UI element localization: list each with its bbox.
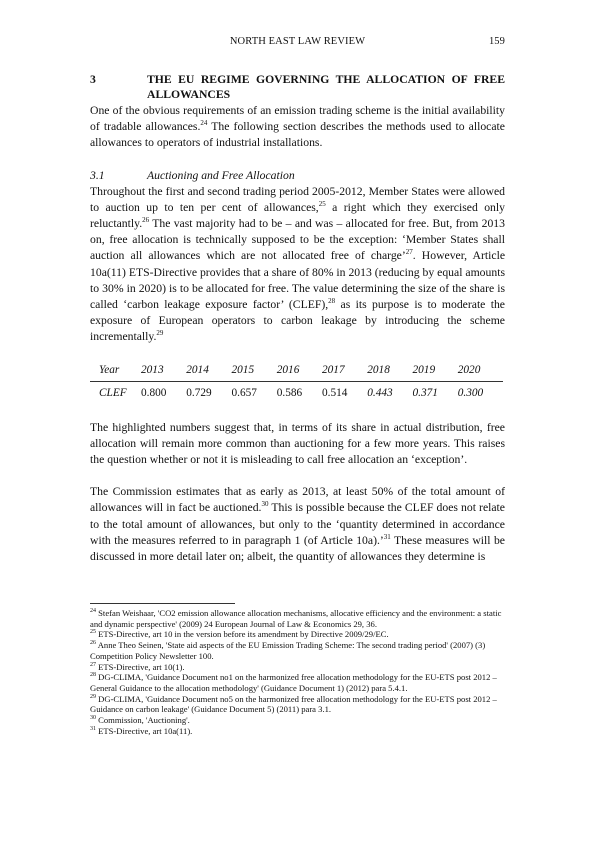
footnote-text: ETS-Directive, art 10a(11).: [98, 725, 193, 736]
footnote-text: Stefan Weishaar, 'CO2 emission allowance allocation mechanisms, allocative efficiency and the environment: a static and dynamic perspective' (2009) 24 European Journal of Law & Economics 29, 36.: [90, 608, 502, 629]
paragraph-2: The highlighted numbers suggest that, in terms of its share in actual distribution, free allocation will remain more common than auctioning for a few more years. This raises the question whether or not it is misleading to call free allocation an ‘exception’.: [90, 420, 505, 467]
year-cell: 2014: [186, 364, 231, 382]
text-run: . However, Article 10a(11) ETS-Directive provides that a share of 80% in 2013 (reducing by equal amounts to 30% in 2020) is to be allocated for free. The value determining the size of the share is called ‘carbon leakage exposure factor’ (CLEF),: [90, 249, 506, 312]
subsection-heading: [90, 168, 505, 184]
clef-cell-highlighted: 0.443: [367, 386, 393, 399]
footnote-ref[interactable]: 31: [383, 532, 391, 541]
footnote-number: 29: [90, 693, 96, 700]
footnote: [90, 715, 505, 726]
paragraph-gap: [90, 468, 505, 484]
footnote-ref[interactable]: 29: [156, 329, 164, 338]
year-cell: 2013: [141, 364, 186, 382]
year-label: Year: [90, 364, 141, 382]
clef-table: [90, 364, 503, 402]
clef-cell: 0.729: [186, 386, 212, 399]
main-content: [90, 72, 505, 565]
subsection-title: Auctioning and Free Allocation: [147, 168, 295, 182]
text-run: The Commission estimates that as early as 2013, at least 50% of the total amount of allowances will in fact be auctioned.: [90, 485, 505, 515]
year-cell: 2020: [458, 364, 503, 382]
table-row-clef: [90, 381, 503, 402]
footnote-text: ETS-Directive, art 10 in the version before its amendment by Directive 2009/29/EC.: [98, 629, 389, 640]
clef-cell: 0.586: [276, 386, 303, 399]
footnote-number: 30: [90, 715, 96, 722]
text-run: This is possible because the CLEF does not relate to the total amount of allowances, but only to the ‘quantity determined in accordance with the measures referred to in paragraph 1 (of Article 10a).’: [90, 501, 505, 547]
year-cell: 2015: [232, 364, 277, 382]
footnote: [90, 662, 505, 673]
text-run: These measures will be discussed in more detail later on; albeit, the quantity of allowances they determine is: [90, 533, 505, 564]
section-number: 3: [90, 73, 96, 86]
footnote-number: 24: [90, 608, 96, 615]
clef-cell-highlighted: 0.371: [412, 386, 438, 399]
footnote: [90, 629, 505, 640]
footnote: [90, 726, 505, 737]
footnote: [90, 694, 505, 715]
text-run: The following section describes the methods used to allocate allowances to operators of industrial installations.: [90, 120, 505, 150]
footnote-text: Commission, 'Auctioning'.: [98, 715, 190, 726]
footnotes: [90, 608, 505, 736]
clef-cell: 0.657: [231, 386, 257, 399]
text-run: Throughout the first and second trading period 2005-2012, Member States were allowed to auction up to ten per cent of allowances,: [90, 184, 505, 214]
footnote-ref[interactable]: 26: [142, 216, 150, 225]
footnote-ref[interactable]: 24: [200, 119, 208, 128]
text-run: The vast majority had to be – and was – allocated for free. But, from 2013 on, free allocation is technically supposed to be the exception: ‘Member States shall auction all allowances which are not allocated free of charge’: [90, 217, 505, 263]
footnote-number: 28: [90, 672, 96, 679]
footnote-text: ETS-Directive, art 10(1).: [98, 661, 185, 672]
section-title: THE EU REGIME GOVERNING THE ALLOCATION OF FREE ALLOWANCES: [147, 73, 505, 101]
footnote-number: 27: [90, 661, 96, 668]
page-number: 159: [488, 36, 505, 47]
year-cell: 2016: [277, 364, 322, 382]
footnote-ref[interactable]: 30: [261, 500, 269, 509]
footnote-text: Anne Theo Seinen, 'State aid aspects of the EU Emission Trading Scheme: The second trading period' (2007) (3) Competition Policy Newsletter 100.: [90, 640, 486, 661]
footnote-ref[interactable]: 27: [405, 248, 413, 257]
year-cell: 2018: [367, 364, 412, 382]
footnote-number: 25: [90, 629, 96, 636]
clef-cell-highlighted: 0.300: [457, 386, 484, 399]
footnote-text: DG-CLIMA, 'Guidance Document no1 on the harmonized free allocation methodology for the EU-ETS post 2012 – General Guidance to the allocation methodology' (Guidance Document 1) (2012) para 5.4.1.: [90, 672, 497, 693]
footnote: [90, 640, 505, 661]
footnote-ref[interactable]: 25: [318, 199, 326, 208]
clef-cell: 0.800: [141, 386, 167, 399]
table-row-years: [90, 364, 503, 382]
clef-label: CLEF: [99, 386, 127, 399]
subsection-number: 3.1: [90, 168, 105, 182]
footnote-ref[interactable]: 28: [328, 297, 336, 306]
footnote: [90, 608, 505, 629]
text-run: as its purpose is to moderate the exposure of European operators to carbon leakage by introducing the scheme incrementally.: [90, 298, 505, 344]
text-run: One of the obvious requirements of an emission trading scheme is the initial availability of tradable allowances.: [90, 104, 505, 134]
paragraph-3: [90, 484, 505, 565]
footnote: [90, 672, 505, 693]
footnote-number: 26: [90, 640, 96, 647]
clef-cell: 0.514: [322, 386, 348, 399]
footnote-divider: [90, 603, 235, 604]
footnote-text: DG-CLIMA, 'Guidance Document no5 on the harmonized free allocation methodology for the EU-ETS post 2012 – Guidance on carbon leakage' (Guidance Document 5) (2011) para 3.1.: [90, 693, 497, 715]
footnote-number: 31: [90, 725, 96, 732]
subsection-paragraph: [90, 184, 505, 346]
year-cell: 2019: [413, 364, 458, 382]
text-run: a right which they exercised only reluctantly.: [90, 200, 505, 231]
section-paragraph: [90, 103, 505, 152]
journal-title: NORTH EAST LAW REVIEW: [229, 36, 366, 47]
section-heading: [90, 72, 505, 102]
year-cell: 2017: [322, 364, 367, 382]
